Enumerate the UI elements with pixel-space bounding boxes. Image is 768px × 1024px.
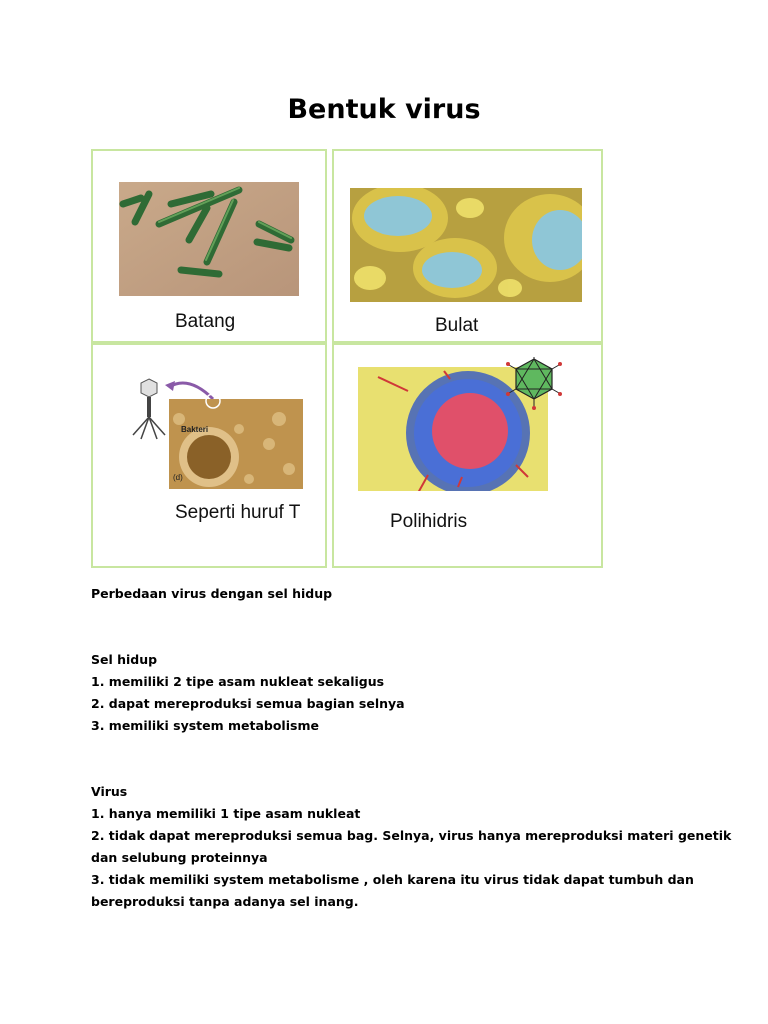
caption-bulat: Bulat [435, 315, 479, 336]
sel-hidup-label: Sel hidup [91, 652, 158, 667]
phage-icon [133, 379, 165, 439]
inset-label-bakteri: Bakteri [181, 425, 209, 434]
virus-shapes-figure [91, 149, 603, 568]
virus-line-2: 2. tidak dapat mereproduksi semua bag. Selnya, virus hanya mereproduksi materi genetik [91, 828, 732, 843]
rod-virus-image [119, 182, 299, 296]
panel-huruf-t [91, 343, 327, 568]
inset-label-d: (d) [173, 473, 183, 482]
caption-batang: Batang [175, 311, 236, 332]
polyhedral-virus-image [358, 357, 588, 491]
panel-bulat [332, 149, 603, 343]
caption-polihidris: Polihidris [390, 511, 468, 532]
virus-label: Virus [91, 784, 128, 799]
caption-huruf-t: Seperti huruf T [175, 502, 301, 523]
virus-line-1: 1. hanya memiliki 1 tipe asam nukleat [91, 806, 361, 821]
panel-polihidris [332, 343, 603, 568]
spherical-virus-image [350, 188, 582, 302]
virus-line-5: bereproduksi tanpa adanya sel inang. [91, 894, 359, 909]
panel-batang [91, 149, 327, 343]
virus-line-3: dan selubung proteinnya [91, 850, 268, 865]
page-title: Bentuk virus [287, 94, 481, 125]
section-heading: Perbedaan virus dengan sel hidup [91, 586, 333, 601]
sel-hidup-item-3: 3. memiliki system metabolisme [91, 718, 319, 733]
document-body [91, 583, 732, 913]
bacteriophage-image [119, 369, 305, 489]
sel-hidup-item-1: 1. memiliki 2 tipe asam nukleat sekaligus [91, 674, 385, 689]
virus-line-4: 3. tidak memiliki system metabolisme , oleh karena itu virus tidak dapat tumbuh dan [91, 872, 694, 887]
sel-hidup-item-2: 2. dapat mereproduksi semua bagian selnya [91, 696, 405, 711]
